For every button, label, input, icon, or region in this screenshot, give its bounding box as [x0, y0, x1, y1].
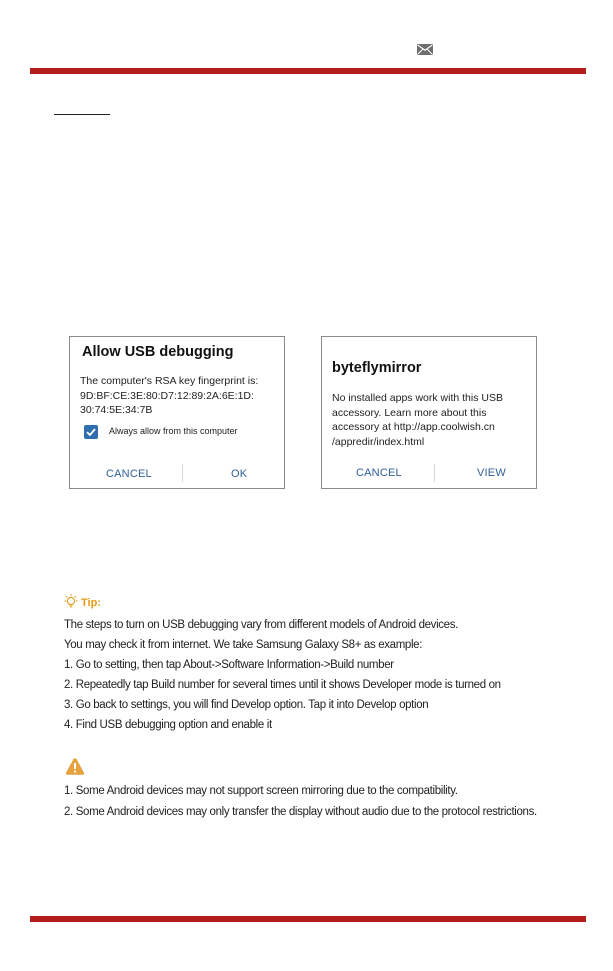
message-line: 30:74:5E:34:7B [80, 404, 153, 416]
view-button[interactable]: VIEW [477, 467, 506, 479]
button-divider [434, 464, 435, 482]
dialog-title: Allow USB debugging [82, 344, 234, 360]
checkbox-label: Always allow from this computer [109, 426, 238, 436]
tip-line: 1. Go to setting, then tap About->Software Information->Build number [64, 659, 394, 671]
warning-line: 1. Some Android devices may not support screen mirroring due to the compatibility. [64, 785, 458, 797]
tip-line: 4. Find USB debugging option and enable it [64, 719, 272, 731]
usb-debugging-dialog [69, 336, 285, 489]
button-divider [182, 464, 183, 482]
tip-label: Tip: [81, 597, 101, 609]
warning-icon [65, 757, 85, 776]
cancel-button[interactable]: CANCEL [106, 468, 152, 480]
tip-line: 3. Go back to settings, you will find Develop option. Tap it into Develop option [64, 699, 429, 711]
footer-accent-bar [30, 916, 586, 922]
message-line: No installed apps work with this USB [332, 392, 503, 404]
dialog-title: byteflymirror [332, 360, 422, 376]
tip-line: 2. Repeatedly tap Build number for several times until it shows Developer mode is turned on [64, 679, 501, 691]
dialog-message [332, 391, 530, 449]
ok-button[interactable]: OK [231, 468, 248, 480]
section-heading-underline [54, 114, 110, 115]
message-line: accessory at http://app.coolwish.cn [332, 421, 495, 433]
lightbulb-icon [62, 593, 80, 611]
dialog-message [80, 374, 278, 418]
tip-line: You may check it from internet. We take Samsung Galaxy S8+ as example: [64, 639, 423, 651]
message-line: The computer's RSA key fingerprint is: [80, 375, 259, 387]
cancel-button[interactable]: CANCEL [356, 467, 402, 479]
always-allow-checkbox[interactable] [84, 425, 98, 439]
header-accent-bar [30, 68, 586, 74]
checkmark-icon [84, 425, 98, 439]
warning-line: 2. Some Android devices may only transfer the display without audio due to the protocol restrictions. [64, 806, 537, 818]
message-line: /appredir/index.html [332, 435, 425, 448]
tip-line: The steps to turn on USB debugging vary from different models of Android devices. [64, 619, 458, 631]
mail-icon [417, 44, 433, 55]
message-line: accessory. Learn more about this [332, 406, 487, 419]
usb-accessory-dialog [321, 336, 537, 489]
message-line: 9D:BF:CE:3E:80:D7:12:89:2A:6E:1D: [80, 389, 254, 402]
